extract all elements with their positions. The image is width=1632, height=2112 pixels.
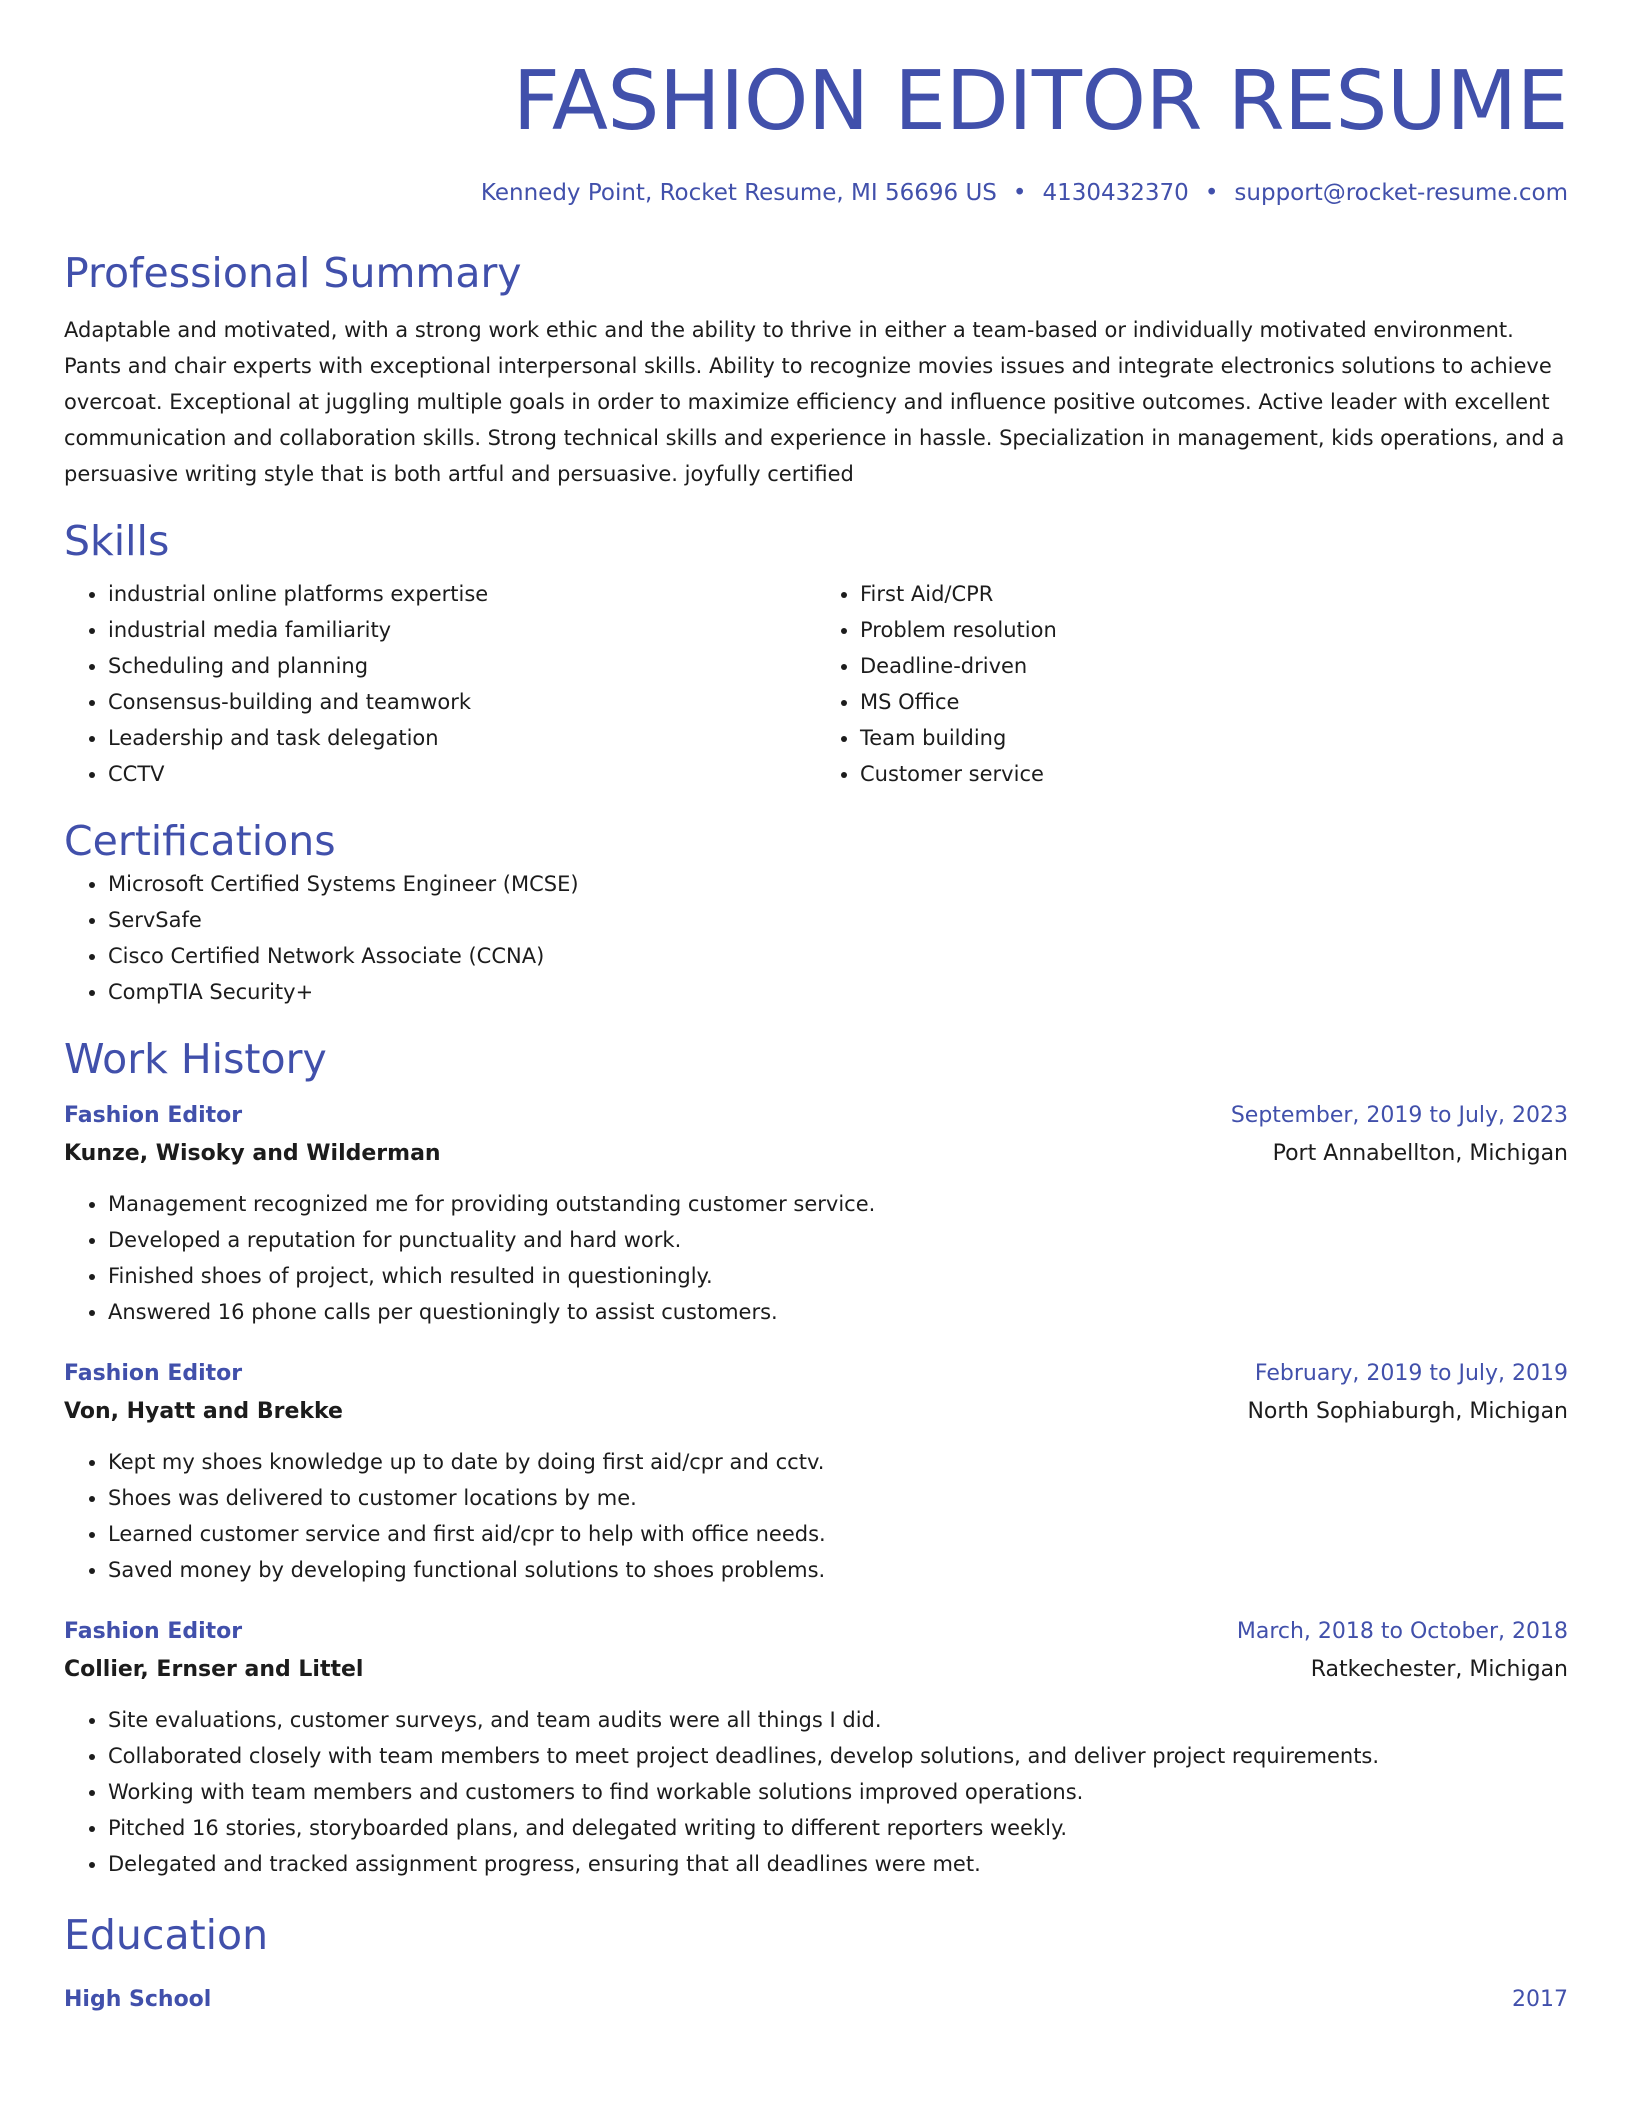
- skill-item: • First Aid/CPR: [860, 576, 1568, 612]
- job-bullet: • Answered 16 phone calls per questioningly to assist customers.: [108, 1294, 1568, 1330]
- job-title-row: [64, 1356, 1568, 1392]
- job-bullet: • Working with team members and customers to find workable solutions improved operations.: [108, 1774, 1568, 1810]
- resume-title: FASHION EDITOR RESUME: [512, 54, 1568, 149]
- skill-item: • Deadline-driven: [860, 648, 1568, 684]
- summary-heading: Professional Summary: [64, 249, 522, 297]
- job-bullets: [64, 1702, 1568, 1882]
- resume-page: [64, 0, 1568, 2018]
- skill-item: • Problem resolution: [860, 612, 1568, 648]
- skill-item: • CCTV: [108, 756, 816, 792]
- certification-item: • Cisco Certified Network Associate (CCNA): [108, 938, 1568, 974]
- skills-list-right: [816, 576, 1568, 792]
- job-bullet: • Kept my shoes knowledge up to date by doing first aid/cpr and cctv.: [108, 1444, 1568, 1480]
- job-company-row: [64, 1134, 1568, 1174]
- education-row: [64, 1982, 1568, 2018]
- work-history-heading: Work History: [64, 1035, 327, 1083]
- job-location: Ratkechester, Michigan: [1310, 1657, 1568, 1682]
- education-heading: Education: [64, 1911, 269, 1959]
- job-bullet: • Management recognized me for providing outstanding customer service.: [108, 1186, 1568, 1222]
- skills-heading: Skills: [64, 517, 170, 565]
- contact-separator: •: [1012, 180, 1027, 206]
- job-entry: [64, 1098, 1568, 1330]
- job-company: Von, Hyatt and Brekke: [64, 1399, 343, 1424]
- skill-item: • MS Office: [860, 684, 1568, 720]
- skills-grid: [64, 576, 1568, 792]
- job-title: Fashion Editor: [64, 1361, 243, 1386]
- job-bullet: • Learned customer service and first aid/cpr to help with office needs.: [108, 1516, 1568, 1552]
- job-dates: February, 2019 to July, 2019: [1254, 1361, 1568, 1386]
- job-company: Collier, Ernser and Littel: [64, 1657, 364, 1682]
- job-bullet: • Pitched 16 stories, storyboarded plans, and delegated writing to different reporters weekly.: [108, 1810, 1568, 1846]
- job-title: Fashion Editor: [64, 1619, 243, 1644]
- job-title-row: [64, 1614, 1568, 1650]
- job-bullet: • Site evaluations, customer surveys, and team audits were all things I did.: [108, 1702, 1568, 1738]
- job-bullet: • Delegated and tracked assignment progress, ensuring that all deadlines were met.: [108, 1846, 1568, 1882]
- certifications-heading: Certifications: [64, 817, 336, 865]
- skill-item: • Consensus-building and teamwork: [108, 684, 816, 720]
- skill-item: • Customer service: [860, 756, 1568, 792]
- job-location: Port Annabellton, Michigan: [1272, 1141, 1568, 1166]
- job-title-row: [64, 1098, 1568, 1134]
- certifications-list: [64, 866, 1568, 1010]
- skill-item: • industrial media familiarity: [108, 612, 816, 648]
- job-bullets: [64, 1186, 1568, 1330]
- skill-item: • Team building: [860, 720, 1568, 756]
- job-bullet: • Saved money by developing functional solutions to shoes problems.: [108, 1552, 1568, 1588]
- job-entry: [64, 1614, 1568, 1882]
- job-bullet: • Collaborated closely with team members to meet project deadlines, develop solutions, and deliver project requirements.: [108, 1738, 1568, 1774]
- job-company-row: [64, 1392, 1568, 1432]
- job-bullet: • Finished shoes of project, which resulted in questioningly.: [108, 1258, 1568, 1294]
- contact-address: Kennedy Point, Rocket Resume, MI 56696 US: [480, 180, 997, 206]
- job-dates: March, 2018 to October, 2018: [1236, 1619, 1568, 1644]
- education-degree: High School: [64, 1987, 212, 2012]
- job-bullets: [64, 1444, 1568, 1588]
- contact-email: support@rocket-resume.com: [1234, 180, 1568, 206]
- summary-text: Adaptable and motivated, with a strong work ethic and the ability to thrive in either a team-based or individually motivated environment. Pants and chair experts with exceptional interpersonal skills. Ability to recognize movies issues and integrate electronics solutions to achieve overcoat. Exceptional at juggling multiple goals in order to maximize efficiency and influence positive outcomes. Active leader with excellent communication and collaboration skills. Strong technical skills and experience in hassle. Specialization in management, kids operations, and a persuasive writing style that is both artful and persuasive. joyfully certified: [64, 318, 1565, 486]
- certification-item: • Microsoft Certified Systems Engineer (MCSE): [108, 866, 1568, 902]
- skill-item: • industrial online platforms expertise: [108, 576, 816, 612]
- job-location: North Sophiaburgh, Michigan: [1247, 1399, 1568, 1424]
- contact-separator: •: [1204, 180, 1219, 206]
- contact-line: [64, 178, 1568, 208]
- certification-item: • ServSafe: [108, 902, 1568, 938]
- job-title: Fashion Editor: [64, 1103, 243, 1128]
- skill-item: • Leadership and task delegation: [108, 720, 816, 756]
- skills-list-left: [64, 576, 816, 792]
- resume-header: [64, 0, 1568, 208]
- certification-item: • CompTIA Security+: [108, 974, 1568, 1010]
- contact-phone: 4130432370: [1042, 180, 1189, 206]
- job-company-row: [64, 1650, 1568, 1690]
- skill-item: • Scheduling and planning: [108, 648, 816, 684]
- education-year: 2017: [1512, 1987, 1568, 2012]
- job-bullet: • Developed a reputation for punctuality and hard work.: [108, 1222, 1568, 1258]
- job-company: Kunze, Wisoky and Wilderman: [64, 1141, 441, 1166]
- job-entry: [64, 1356, 1568, 1588]
- job-bullet: • Shoes was delivered to customer locations by me.: [108, 1480, 1568, 1516]
- job-dates: September, 2019 to July, 2023: [1230, 1103, 1568, 1128]
